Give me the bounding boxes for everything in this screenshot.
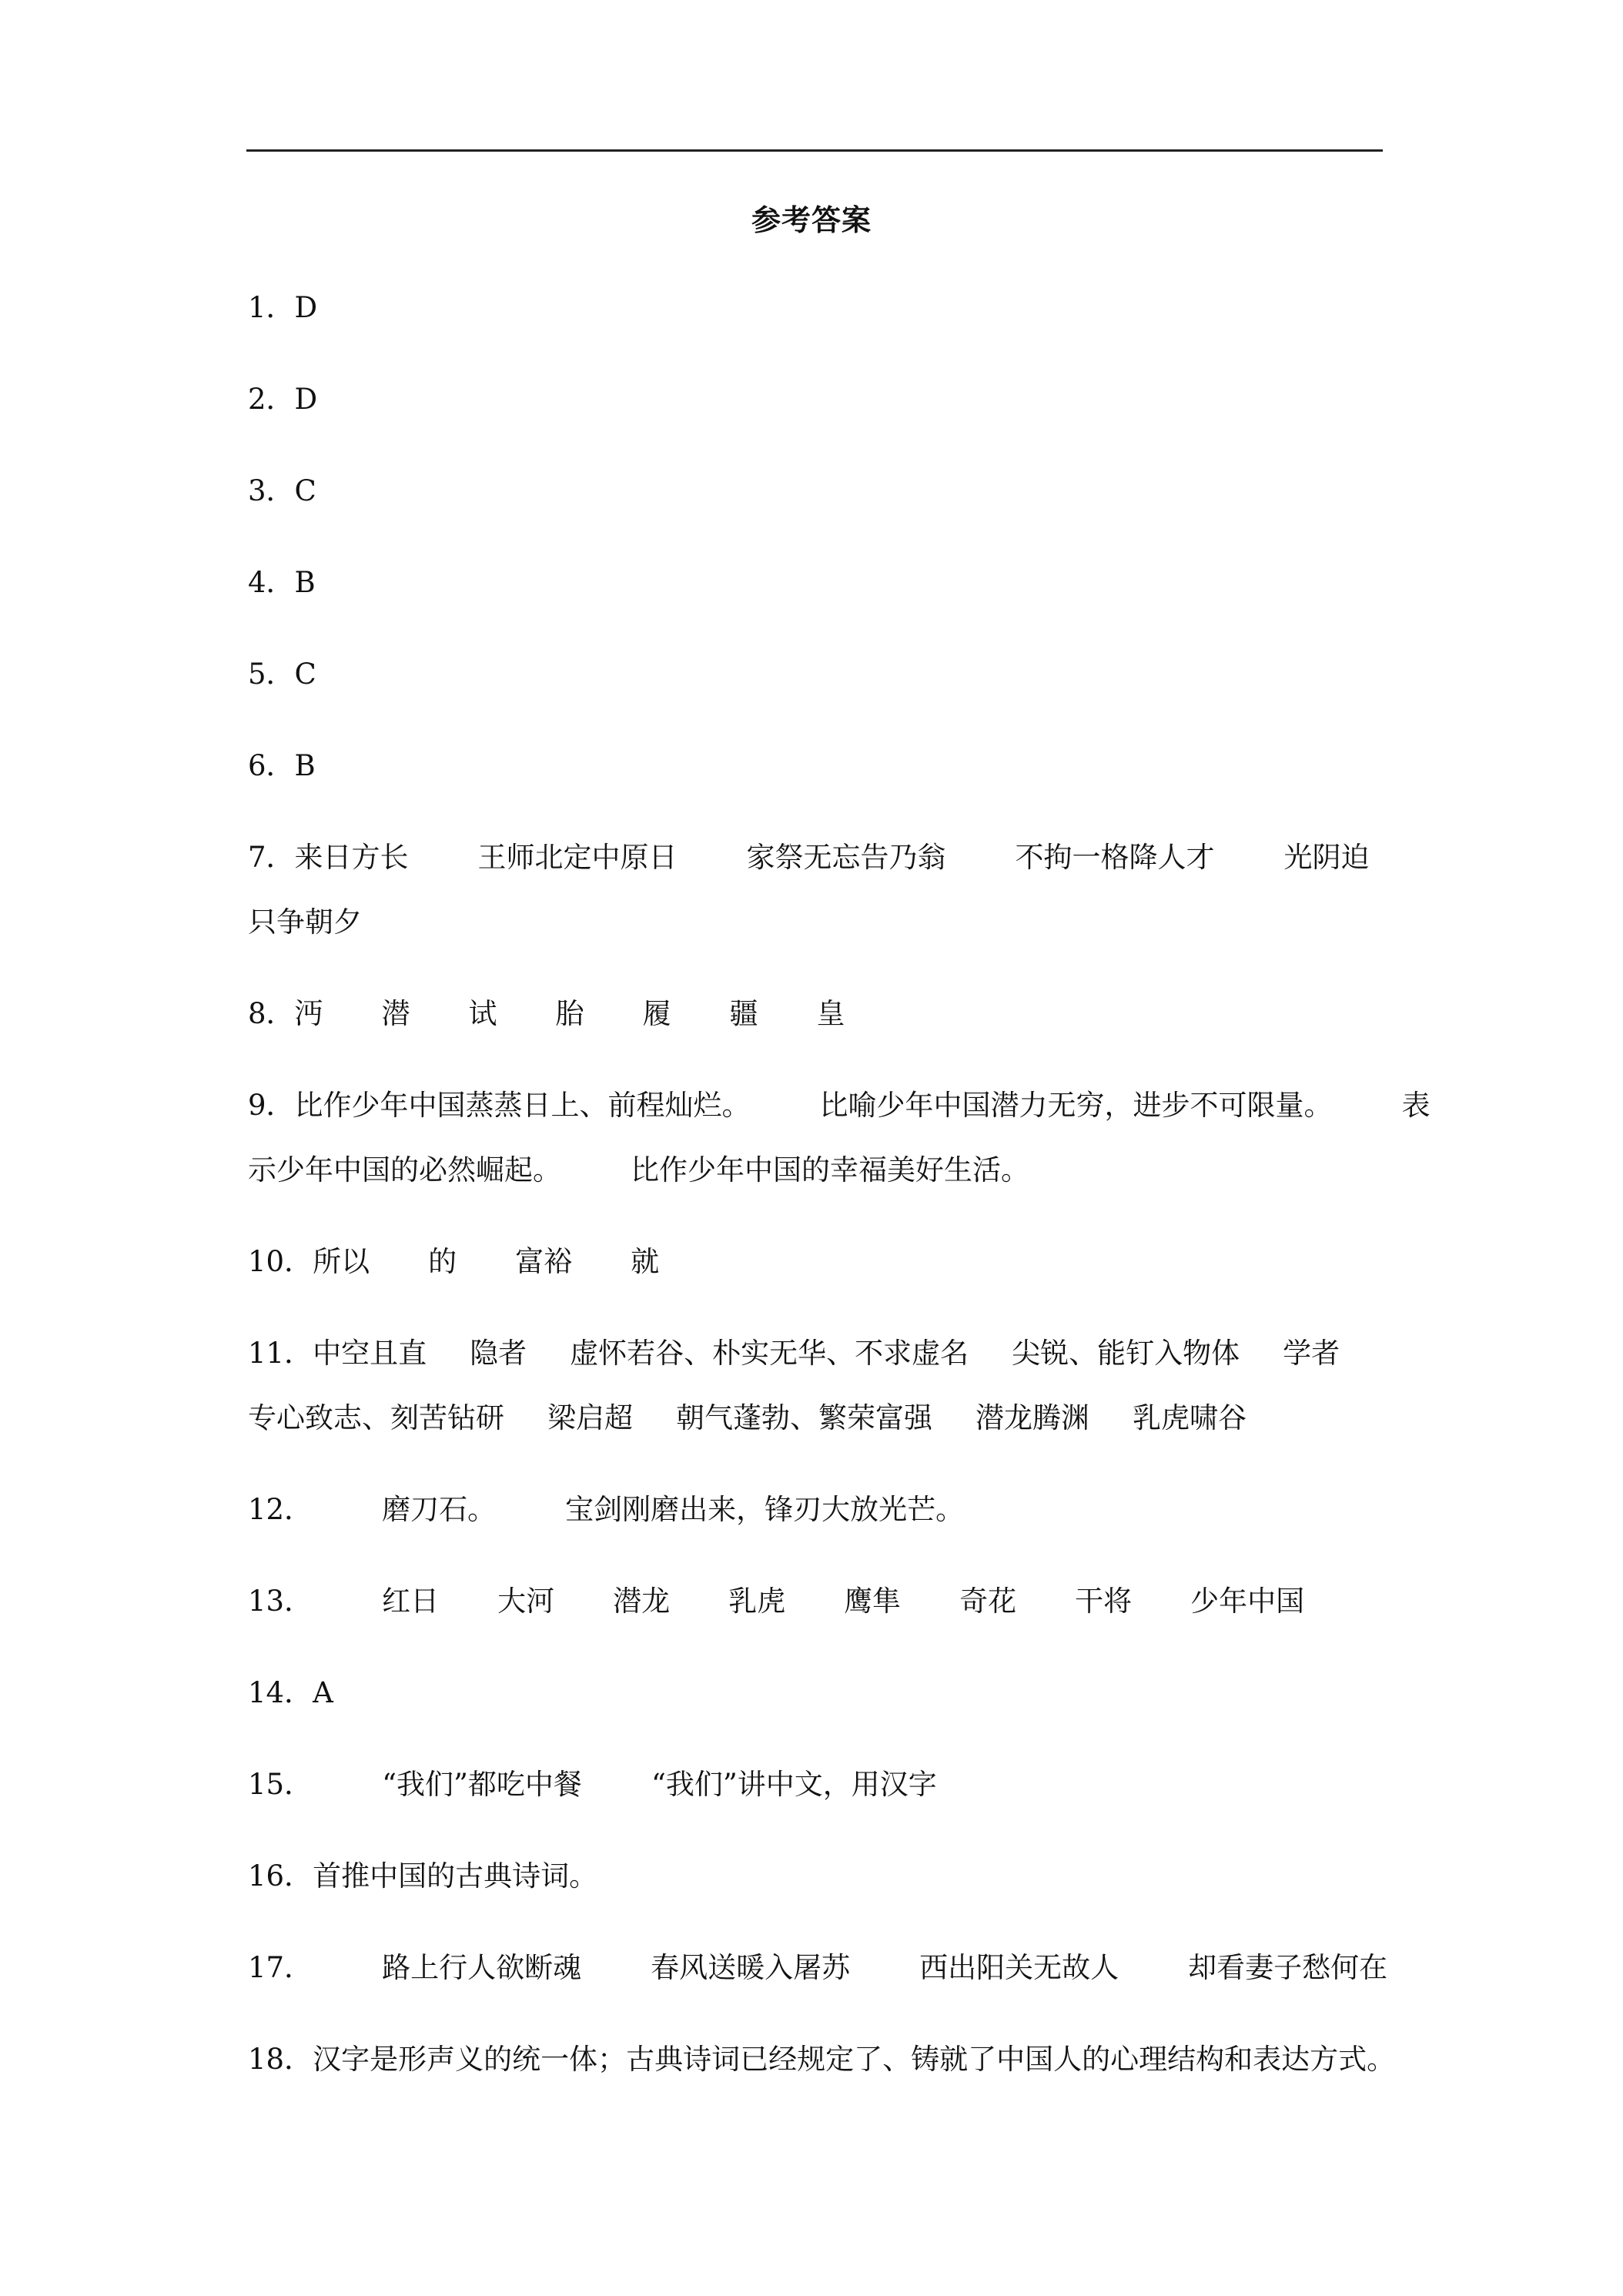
answer-part: 乳虎啸谷 xyxy=(1133,1401,1247,1434)
answer-part: 虚怀若谷、朴实无华、不求虚名 xyxy=(570,1337,969,1370)
answer-number: 4． xyxy=(248,566,295,599)
answer-part: 就 xyxy=(631,1245,660,1278)
answer-continuation xyxy=(248,1386,1386,1451)
answer-part: 少年中国 xyxy=(1190,1585,1305,1618)
answer-part: 梁启超 xyxy=(547,1401,633,1434)
answer-part: 西出阳关无故人 xyxy=(919,1951,1119,1984)
answer-part: “我们”都吃中餐 xyxy=(382,1768,582,1801)
answer-text: D xyxy=(294,383,318,416)
answer-number: 13． xyxy=(248,1585,313,1618)
answer-part: 路上行人欲断魂 xyxy=(382,1951,582,1984)
answer-number: 1． xyxy=(248,291,295,324)
answer-text: D xyxy=(294,291,318,324)
answer-part: 却看妻子愁何在 xyxy=(1188,1951,1388,1984)
answer-14 xyxy=(248,1661,1386,1725)
answer-part: 红日 xyxy=(382,1585,440,1618)
answer-continuation xyxy=(248,1138,1386,1203)
answer-text: B xyxy=(294,566,316,599)
answer-10 xyxy=(248,1230,1386,1294)
answer-text: 汉字是形声义的统一体；古典诗词已经规定了、铸就了中国人的心理结构和表达方式。 xyxy=(313,2043,1396,2076)
answer-part: 试 xyxy=(468,997,497,1030)
page-title: 参考答案 xyxy=(751,202,872,237)
answer-number: 11． xyxy=(248,1337,313,1370)
answer-number: 18． xyxy=(248,2043,313,2076)
answer-part: 表 xyxy=(1401,1089,1431,1122)
answer-number: 9． xyxy=(248,1089,295,1122)
answer-number: 3． xyxy=(248,474,295,507)
answer-9 xyxy=(248,1073,1431,1203)
answer-3 xyxy=(248,459,1386,524)
answer-number: 7． xyxy=(248,841,295,874)
answer-part: 王师北定中原日 xyxy=(477,841,678,874)
answer-7 xyxy=(248,825,1386,955)
answer-part: 沔 xyxy=(294,997,323,1030)
answer-text: C xyxy=(294,658,316,691)
answer-1 xyxy=(248,276,1386,340)
answer-number: 17． xyxy=(248,1951,313,1984)
answer-part: 尖锐、能钉入物体 xyxy=(1012,1337,1240,1370)
answer-part: 磨刀石。 xyxy=(382,1493,497,1526)
answer-part: 乳虎 xyxy=(728,1585,786,1618)
answer-part: 潜龙腾渊 xyxy=(975,1401,1089,1434)
header-rule xyxy=(246,149,1383,152)
answer-part: 示少年中国的必然崛起。 xyxy=(248,1153,561,1186)
answer-number: 6． xyxy=(248,749,295,782)
answer-number: 8． xyxy=(248,997,295,1030)
answer-part: 富裕 xyxy=(515,1245,573,1278)
answer-part: 潜 xyxy=(381,997,410,1030)
answer-part: 家祭无忘告乃翁 xyxy=(746,841,946,874)
answer-part: 隐者 xyxy=(470,1337,527,1370)
answer-8 xyxy=(248,982,1386,1046)
answer-6 xyxy=(248,734,1386,798)
answer-2 xyxy=(248,367,1386,432)
answer-part: 履 xyxy=(642,997,671,1030)
answer-part: 所以 xyxy=(313,1245,370,1278)
answer-part: 比喻少年中国潜力无穷，进步不可限量。 xyxy=(819,1089,1333,1122)
answer-number: 14． xyxy=(248,1676,313,1709)
answer-number: 15． xyxy=(248,1768,313,1801)
answer-part: 不拘一格降人才 xyxy=(1015,841,1215,874)
answer-part: “我们”讲中文，用汉字 xyxy=(651,1768,937,1801)
answer-part: 比作少年中国蒸蒸日上、前程灿烂。 xyxy=(294,1089,751,1122)
answer-11 xyxy=(248,1321,1386,1451)
answer-part: 胎 xyxy=(555,997,584,1030)
answer-text: A xyxy=(313,1676,333,1709)
answer-text: C xyxy=(294,474,316,507)
answer-part: 皇 xyxy=(816,997,845,1030)
answer-text: 首推中国的古典诗词。 xyxy=(313,1859,598,1893)
answer-part: 大河 xyxy=(497,1585,555,1618)
answer-part: 奇花 xyxy=(959,1585,1017,1618)
answer-part: 潜龙 xyxy=(613,1585,671,1618)
answer-13 xyxy=(248,1569,1386,1634)
answer-number: 12． xyxy=(248,1493,313,1526)
answer-part: 疆 xyxy=(729,997,758,1030)
answer-continuation: 只争朝夕 xyxy=(248,905,362,939)
answer-part: 光阴迫 xyxy=(1283,841,1370,874)
answer-17 xyxy=(248,1936,1386,2000)
answer-15 xyxy=(248,1752,1386,1817)
answer-part: 的 xyxy=(428,1245,457,1278)
answer-part: 宝剑刚磨出来，锋刃大放光芒。 xyxy=(565,1493,965,1526)
answer-part: 学者 xyxy=(1283,1337,1340,1370)
answer-part: 朝气蓬勃、繁荣富强 xyxy=(676,1401,932,1434)
answer-12 xyxy=(248,1478,1386,1542)
answer-number: 5． xyxy=(248,658,295,691)
answer-number: 10． xyxy=(248,1245,313,1278)
answer-part: 专心致志、刻苦钻研 xyxy=(248,1401,504,1434)
answer-part: 干将 xyxy=(1075,1585,1133,1618)
answer-part: 比作少年中国的幸福美好生活。 xyxy=(631,1153,1029,1186)
answer-number: 16． xyxy=(248,1859,313,1893)
answer-part: 中空且直 xyxy=(313,1337,427,1370)
answer-18 xyxy=(248,2027,1396,2092)
answer-5 xyxy=(248,642,1386,707)
answer-16 xyxy=(248,1844,1386,1909)
answer-text: B xyxy=(294,749,316,782)
answer-part: 鹰隼 xyxy=(844,1585,902,1618)
answer-part: 春风送暖入屠苏 xyxy=(651,1951,851,1984)
answer-number: 2． xyxy=(248,383,295,416)
answer-4 xyxy=(248,551,1386,615)
answer-part: 来日方长 xyxy=(294,841,409,874)
